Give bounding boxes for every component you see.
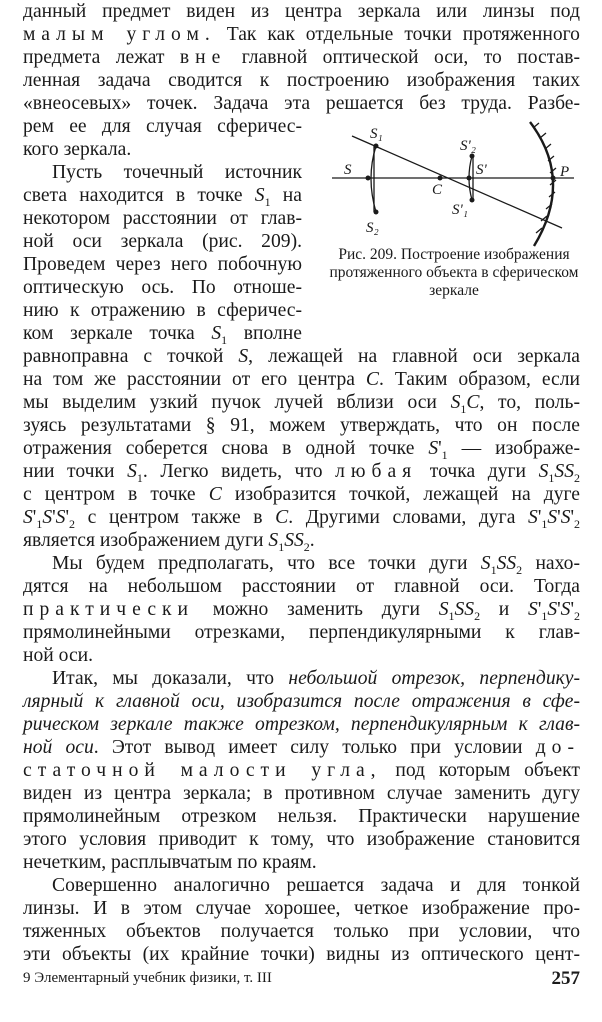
label-p: P bbox=[560, 164, 570, 180]
page-number: 257 bbox=[551, 968, 580, 989]
point-s2-image bbox=[470, 154, 475, 159]
point-c bbox=[438, 176, 443, 181]
point-s1-image bbox=[470, 198, 475, 203]
text-line: дятся на небольшом расстоянии от главной оси. Тогда bbox=[23, 576, 580, 597]
text-line: ной оси. Этот вывод имеет силу только при условии до- bbox=[23, 737, 580, 758]
text-line: ком зеркале точка $S_1$ вполне bbox=[23, 323, 302, 347]
text-line: данный предмет виден из центра зеркала или линзы под bbox=[23, 1, 580, 22]
text-line: линзы. И в этом случае хорошее, четкое изображение про- bbox=[23, 898, 580, 919]
text-line: с центром в точке C изобразится точкой, лежащей на дуге bbox=[23, 484, 581, 505]
text-line: «внеосевых» точек. Задача эта решается без труда. Разбе- bbox=[23, 93, 580, 114]
text-line: ной оси зеркала (рис. 209). bbox=[23, 231, 302, 252]
text-line: нечетким, расплывчатым по краям. bbox=[23, 852, 317, 873]
text-line: Мы будем предполагать, что все точки дуги $S_1SS_2$ нахо- bbox=[52, 553, 581, 577]
label-s-image: S' bbox=[476, 162, 487, 178]
point-s-image bbox=[467, 176, 472, 181]
text-line: кого зеркала. bbox=[23, 139, 132, 160]
text-line: некотором расстоянии от глав- bbox=[23, 208, 302, 229]
text-line: является изображением дуги $S_1SS_2$. bbox=[23, 530, 315, 554]
text-line: прямолинейным отрезком нельзя. Практически нарушение bbox=[23, 806, 580, 827]
text-line: Итак, мы доказали, что небольшой отрезок, перпендику- bbox=[52, 668, 580, 689]
text-line: Пусть точечный источник bbox=[52, 162, 302, 183]
text-line: виден из центра зеркала; в противном случае заменить дугу bbox=[23, 783, 580, 804]
signature-mark: 9 Элементарный учебник физики, т. III bbox=[23, 970, 272, 986]
point-s2 bbox=[374, 210, 379, 215]
label-s1: S₁ bbox=[370, 126, 383, 142]
label-c: C bbox=[432, 182, 443, 198]
text-line: предмета лежат вне главной оптической оси, то постав- bbox=[23, 47, 580, 68]
text-line: зуясь результатами § 91, можем утверждать, что он после bbox=[23, 415, 580, 436]
text-line: прямолинейными отрезками, перпендикулярными к глав- bbox=[23, 622, 580, 643]
text-line: ленная задача сводится к построению изображения таких bbox=[23, 70, 580, 91]
text-line: статочной малости угла, под которым объект bbox=[23, 760, 580, 781]
text-line: отражения соберется снова в одной точке $S'_1$ — изображе- bbox=[23, 438, 580, 462]
point-p bbox=[551, 176, 556, 181]
label-s2: S₂ bbox=[366, 220, 379, 236]
text-line: ной оси. bbox=[23, 645, 94, 666]
page-footer bbox=[23, 970, 580, 994]
text-line: $S'_1S'S'_2$ с центром также в C. Другими словами, дуга $S'_1S'S'_2$ bbox=[23, 507, 581, 531]
text-line: равноправна с точкой S, лежащей на главной оси зеркала bbox=[23, 346, 580, 367]
point-s1 bbox=[374, 144, 379, 149]
text-line: эти объекты (их крайние точки) видны из оптического цент- bbox=[23, 944, 580, 965]
text-line: на том же расстоянии от его центра C. Таким образом, если bbox=[23, 369, 580, 390]
point-s bbox=[366, 176, 371, 181]
text-line: нии точки $S_1$. Легко видеть, что любая точка дуги $S_1SS_2$ bbox=[23, 461, 580, 485]
text-line: рем ее для случая сферичес- bbox=[23, 116, 302, 137]
text-line: оптическую ось. По отноше- bbox=[23, 277, 302, 298]
text-line: рическом зеркале также отрезком, перпендикулярным к глав- bbox=[23, 714, 580, 735]
label-s: S bbox=[344, 162, 352, 178]
label-s2-image: S'₂ bbox=[460, 138, 476, 154]
text-line: малым углом. Так как отдельные точки протяженного bbox=[23, 24, 580, 45]
text-line: нию к отражению в сферичес- bbox=[23, 300, 302, 321]
text-line: тяженных объектов получается только при условии, что bbox=[23, 921, 580, 942]
text-line: лярный к главной оси, изобразится после отражения в сфе- bbox=[23, 691, 580, 712]
label-s1-image: S'₁ bbox=[452, 202, 468, 218]
text-line: практически можно заменить дуги $S_1SS_2$ и $S'_1S'S'_2$ bbox=[23, 599, 580, 623]
text-line: света находится в точке $S_1$ на bbox=[23, 185, 302, 209]
mirror-diagram bbox=[312, 118, 584, 248]
figure-caption: Рис. 209. Построение изображения протяженного объекта в сферическом зеркале bbox=[329, 246, 579, 299]
text-line: Совершенно аналогично решается задача и для тонкой bbox=[52, 875, 580, 896]
text-line: этого условия приводит к тому, что изображение становится bbox=[23, 829, 580, 850]
spherical-mirror bbox=[530, 122, 553, 246]
text-line: мы выделим узкий пучок лучей вблизи оси $S_1C$, то, поль- bbox=[23, 392, 580, 416]
text-line: Проведем через него побочную bbox=[23, 254, 302, 275]
